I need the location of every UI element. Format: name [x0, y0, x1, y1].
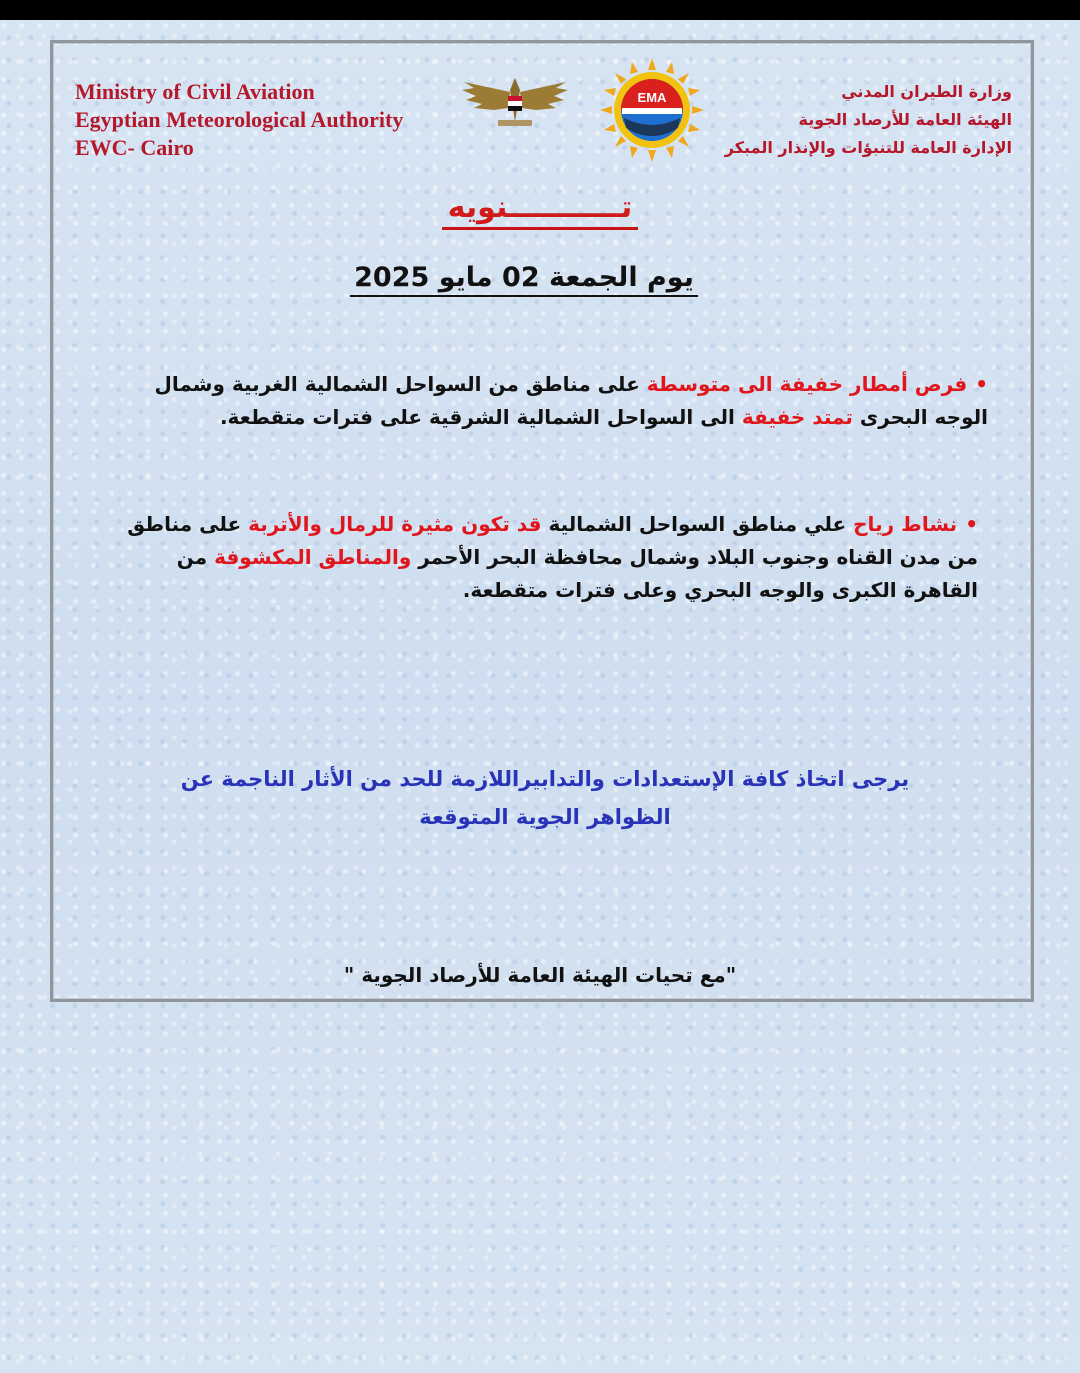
- civil-aviation-eagle-logo: [460, 72, 570, 134]
- wind-text: علي مناطق السواحل الشمالية: [541, 512, 854, 536]
- page-title: [0, 188, 1080, 228]
- precaution-line-1: يرجى اتخاذ كافة الإستعدادات والتدابيراللازمة للحد من الأثار الناجمة عن: [180, 767, 910, 791]
- top-black-bar: [0, 0, 1080, 20]
- bullet-icon: •: [975, 372, 988, 396]
- ema-logo-text: EMA: [637, 90, 667, 105]
- rain-text: على مناطق من السواحل الشمالية الغربية وشمال الوجه البحرى: [154, 372, 988, 429]
- page-title-text: تـــــــــــنويه: [442, 190, 639, 230]
- english-header-line-3: EWC- Cairo: [75, 135, 194, 160]
- open-areas-highlight: والمناطق المكشوفة: [214, 545, 412, 569]
- wind-highlight: نشاط رياح: [853, 512, 958, 536]
- precaution-notice: [110, 760, 980, 836]
- arabic-header: [725, 78, 1012, 162]
- forecast-date: [0, 258, 1048, 298]
- english-header-line-2: Egyptian Meteorological Authority: [75, 107, 404, 132]
- bullet-icon: •: [965, 512, 978, 536]
- english-header-line-1: Ministry of Civil Aviation: [75, 79, 315, 104]
- wind-tail-text: من القاهرة الكبرى والوجه البحري وعلى فترات متقطعة.: [176, 545, 978, 602]
- rain-forecast-paragraph: [128, 368, 988, 434]
- ema-logo: [600, 58, 704, 162]
- wind-forecast-paragraph: [98, 508, 978, 607]
- arabic-header-line-1: وزارة الطيران المدني: [841, 82, 1012, 101]
- arabic-header-line-3: الإدارة العامة للتنبؤات والإنذار المبكر: [724, 138, 1012, 157]
- arabic-header-line-2: الهيئة العامة للأرصاد الجوية: [798, 110, 1012, 129]
- wind-areas-text: على مناطق من مدن القناه وجنوب البلاد وشمال محافظة البحر الأحمر: [127, 512, 978, 569]
- forecast-date-text: يوم الجمعة 02 مايو 2025: [350, 262, 698, 297]
- rain-extent-text: الى السواحل الشمالية الشرقية على فترات متقطعة.: [219, 405, 742, 429]
- rain-extent-highlight: تمتد خفيفة: [741, 405, 853, 429]
- rain-highlight: فرص أمطار خفيفة الى متوسطة: [646, 372, 968, 396]
- english-header: [75, 78, 403, 162]
- closing-greeting: "مع تحيات الهيئة العامة للأرصاد الجوية ": [343, 963, 737, 987]
- dust-highlight: قد تكون مثيرة للرمال والأتربة: [248, 512, 542, 536]
- precaution-line-2: الظواهر الجوية المتوقعة: [419, 805, 671, 829]
